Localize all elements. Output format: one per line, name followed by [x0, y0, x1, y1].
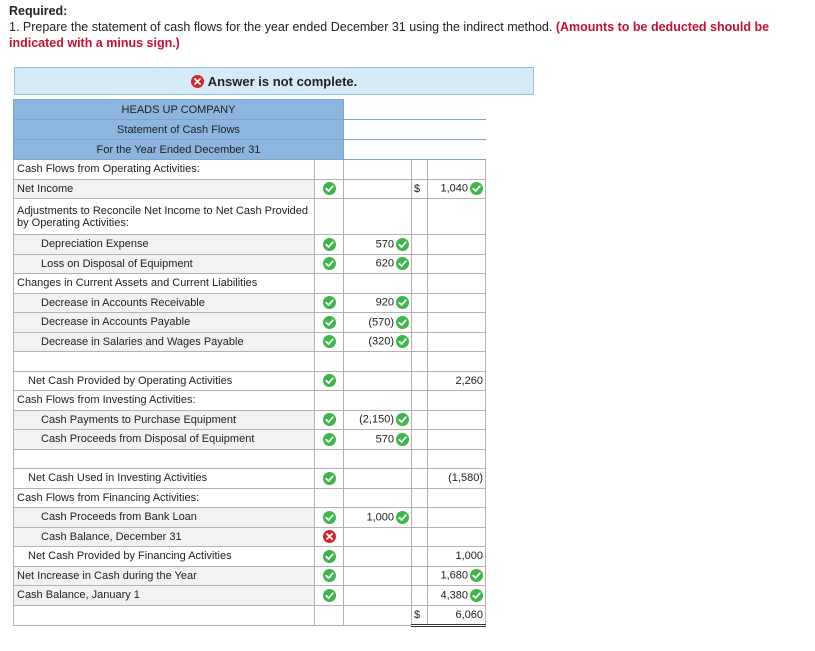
- row-label: Cash Flows from Financing Activities:: [14, 488, 315, 508]
- amount-input[interactable]: (570): [368, 316, 394, 329]
- amount-input[interactable]: 570: [375, 433, 394, 446]
- row-label[interactable]: Cash Payments to Purchase Equipment: [14, 410, 315, 430]
- table-row: [14, 352, 486, 372]
- x-circle-icon: [191, 75, 204, 88]
- table-row: [14, 391, 486, 411]
- row-label[interactable]: Decrease in Accounts Payable: [14, 313, 315, 333]
- amount-input[interactable]: 570: [375, 238, 394, 251]
- check-circle-icon: [396, 238, 409, 251]
- dollar-sign: $: [412, 605, 428, 626]
- table-row: [14, 508, 486, 528]
- row-label: Net Cash Provided by Operating Activities: [14, 371, 315, 391]
- banner-text: Answer is not complete.: [207, 73, 358, 89]
- amount-input[interactable]: 620: [375, 257, 394, 270]
- row-label: Changes in Current Assets and Current Liabilities: [14, 274, 315, 294]
- table-row: [14, 235, 486, 255]
- amount-input[interactable]: 4,380: [440, 589, 468, 602]
- required-heading: Required:: [9, 4, 68, 18]
- row-label[interactable]: Decrease in Salaries and Wages Payable: [14, 332, 315, 352]
- table-row: [14, 527, 486, 547]
- amount-value: (1,580): [428, 469, 486, 489]
- row-label[interactable]: Cash Proceeds from Disposal of Equipment: [14, 430, 315, 450]
- row-label[interactable]: Cash Balance, January 1: [14, 586, 315, 606]
- amount-value: 2,260: [428, 371, 486, 391]
- statement-period: For the Year Ended December 31: [14, 140, 344, 160]
- check-circle-icon: [323, 182, 336, 195]
- amount-value: 1,000: [428, 547, 486, 567]
- answer-status-banner: [14, 67, 534, 95]
- check-circle-icon: [470, 182, 483, 195]
- minus-sign-note: (Amounts to be deducted should be indicated with a minus sign.): [9, 20, 770, 50]
- table-row: [14, 254, 486, 274]
- statement-title: Statement of Cash Flows: [14, 120, 344, 140]
- table-row: [14, 160, 486, 180]
- instruction-text: 1. Prepare the statement of cash flows for the year ended December 31 using the indirect method.: [9, 20, 553, 34]
- row-label[interactable]: Net Income: [14, 179, 315, 199]
- check-circle-icon: [323, 335, 336, 348]
- table-row: [14, 199, 486, 235]
- x-circle-icon: [323, 530, 336, 543]
- cash-flow-statement-table: [13, 99, 486, 627]
- check-circle-icon: [470, 589, 483, 602]
- table-row: [14, 449, 486, 469]
- amount-input[interactable]: 1,040: [440, 182, 468, 195]
- table-row: [14, 430, 486, 450]
- amount-input[interactable]: (320): [368, 335, 394, 348]
- check-circle-icon: [323, 550, 336, 563]
- table-row: [14, 410, 486, 430]
- check-circle-icon: [396, 335, 409, 348]
- amount-input[interactable]: 920: [375, 296, 394, 309]
- check-circle-icon: [396, 296, 409, 309]
- amount-input[interactable]: (2,150): [359, 413, 394, 426]
- table-row: [14, 274, 486, 294]
- table-row: [14, 179, 486, 199]
- row-label: Net Cash Provided by Financing Activities: [14, 547, 315, 567]
- check-circle-icon: [323, 472, 336, 485]
- row-label[interactable]: Decrease in Accounts Receivable: [14, 293, 315, 313]
- table-row: [14, 605, 486, 626]
- amount-input[interactable]: 1,680: [440, 569, 468, 582]
- row-label: Cash Flows from Investing Activities:: [14, 391, 315, 411]
- company-name: HEADS UP COMPANY: [14, 100, 344, 120]
- row-label: Net Cash Used in Investing Activities: [14, 469, 315, 489]
- table-row: [14, 566, 486, 586]
- check-circle-icon: [396, 433, 409, 446]
- table-row: [14, 332, 486, 352]
- amount-input[interactable]: 1,000: [366, 511, 394, 524]
- ending-cash-value: 6,060: [428, 605, 486, 626]
- check-circle-icon: [323, 511, 336, 524]
- check-circle-icon: [396, 257, 409, 270]
- table-row: [14, 547, 486, 567]
- table-row: [14, 488, 486, 508]
- row-label[interactable]: Net Increase in Cash during the Year: [14, 566, 315, 586]
- table-row: [14, 586, 486, 606]
- check-circle-icon: [396, 511, 409, 524]
- check-circle-icon: [470, 569, 483, 582]
- check-circle-icon: [396, 413, 409, 426]
- table-row: [14, 293, 486, 313]
- check-circle-icon: [323, 316, 336, 329]
- row-label: Cash Flows from Operating Activities:: [14, 160, 315, 180]
- check-circle-icon: [323, 589, 336, 602]
- check-circle-icon: [323, 413, 336, 426]
- dollar-sign: $: [412, 179, 428, 199]
- row-label[interactable]: Cash Balance, December 31: [14, 527, 315, 547]
- table-row: [14, 371, 486, 391]
- check-circle-icon: [323, 433, 336, 446]
- row-label[interactable]: Depreciation Expense: [14, 235, 315, 255]
- check-circle-icon: [396, 316, 409, 329]
- check-circle-icon: [323, 296, 336, 309]
- table-row: [14, 469, 486, 489]
- instructions: [9, 3, 809, 51]
- row-label[interactable]: Cash Proceeds from Bank Loan: [14, 508, 315, 528]
- check-circle-icon: [323, 257, 336, 270]
- check-circle-icon: [323, 569, 336, 582]
- check-circle-icon: [323, 238, 336, 251]
- row-label[interactable]: Loss on Disposal of Equipment: [14, 254, 315, 274]
- row-label: Adjustments to Reconcile Net Income to Net Cash Provided by Operating Activities:: [14, 199, 315, 235]
- check-circle-icon: [323, 374, 336, 387]
- table-row: [14, 313, 486, 333]
